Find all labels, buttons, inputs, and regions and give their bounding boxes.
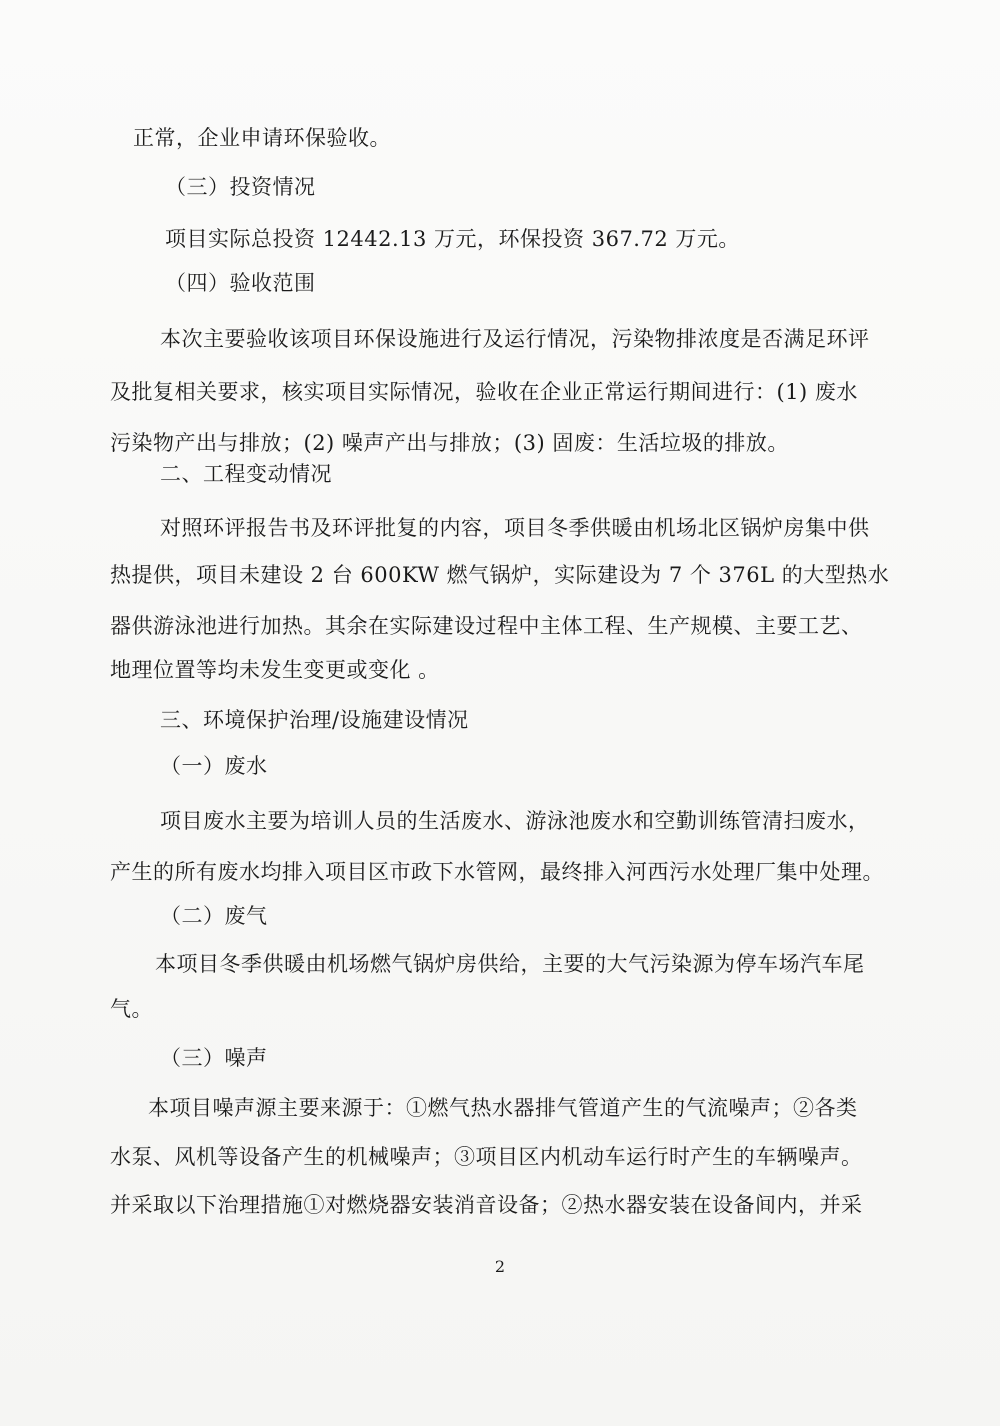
paragraph-line: 正常，企业申请环保验收。 — [133, 126, 391, 150]
paragraph-line: 本项目冬季供暖由机场燃气锅炉房供给，主要的大气污染源为停车场汽车尾 — [155, 952, 865, 976]
paragraph-line: 并采取以下治理措施①对燃烧器安装消音设备；②热水器安装在设备间内，并采 — [110, 1193, 863, 1217]
paragraph-line: 本项目噪声源主要来源于：①燃气热水器排气管道产生的气流噪声；②各类 — [148, 1096, 858, 1120]
paragraph-line: 项目实际总投资 12442.13 万元，环保投资 367.72 万元。 — [165, 227, 740, 251]
section-heading: （二）废气 — [160, 904, 268, 928]
paragraph-line: 对照环评报告书及环评批复的内容，项目冬季供暖由机场北区锅炉房集中供 — [160, 516, 870, 540]
section-heading: （一）废水 — [160, 754, 268, 778]
paragraph-line: 热提供，项目未建设 2 台 600KW 燃气锅炉，实际建设为 7 个 376L 的大型热水 — [110, 563, 890, 587]
section-heading: 二、工程变动情况 — [160, 462, 332, 486]
section-heading: 三、环境保护治理/设施建设情况 — [160, 708, 469, 732]
paragraph-line: 器供游泳池进行加热。其余在实际建设过程中主体工程、生产规模、主要工艺、 — [110, 614, 863, 638]
section-heading: （四）验收范围 — [165, 271, 316, 295]
page-number: 2 — [494, 1257, 506, 1276]
paragraph-line: 产生的所有废水均排入项目区市政下水管网，最终排入河西污水处理厂集中处理。 — [110, 860, 884, 884]
section-heading: （三）噪声 — [160, 1046, 268, 1070]
paragraph-line: 本次主要验收该项目环保设施进行及运行情况，污染物排浓度是否满足环评 — [160, 327, 870, 351]
paragraph-line: 气。 — [110, 997, 153, 1021]
section-heading: （三）投资情况 — [165, 175, 316, 199]
paragraph-line: 水泵、风机等设备产生的机械噪声；③项目区内机动车运行时产生的车辆噪声。 — [110, 1145, 863, 1169]
paragraph-line: 地理位置等均未发生变更或变化 。 — [110, 658, 440, 682]
paragraph-line: 及批复相关要求，核实项目实际情况，验收在企业正常运行期间进行：(1) 废水 — [110, 380, 858, 404]
paragraph-line: 污染物产出与排放；(2) 噪声产出与排放；(3) 固废：生活垃圾的排放。 — [110, 431, 789, 455]
paragraph-line: 项目废水主要为培训人员的生活废水、游泳池废水和空勤训练管清扫废水， — [160, 809, 870, 833]
